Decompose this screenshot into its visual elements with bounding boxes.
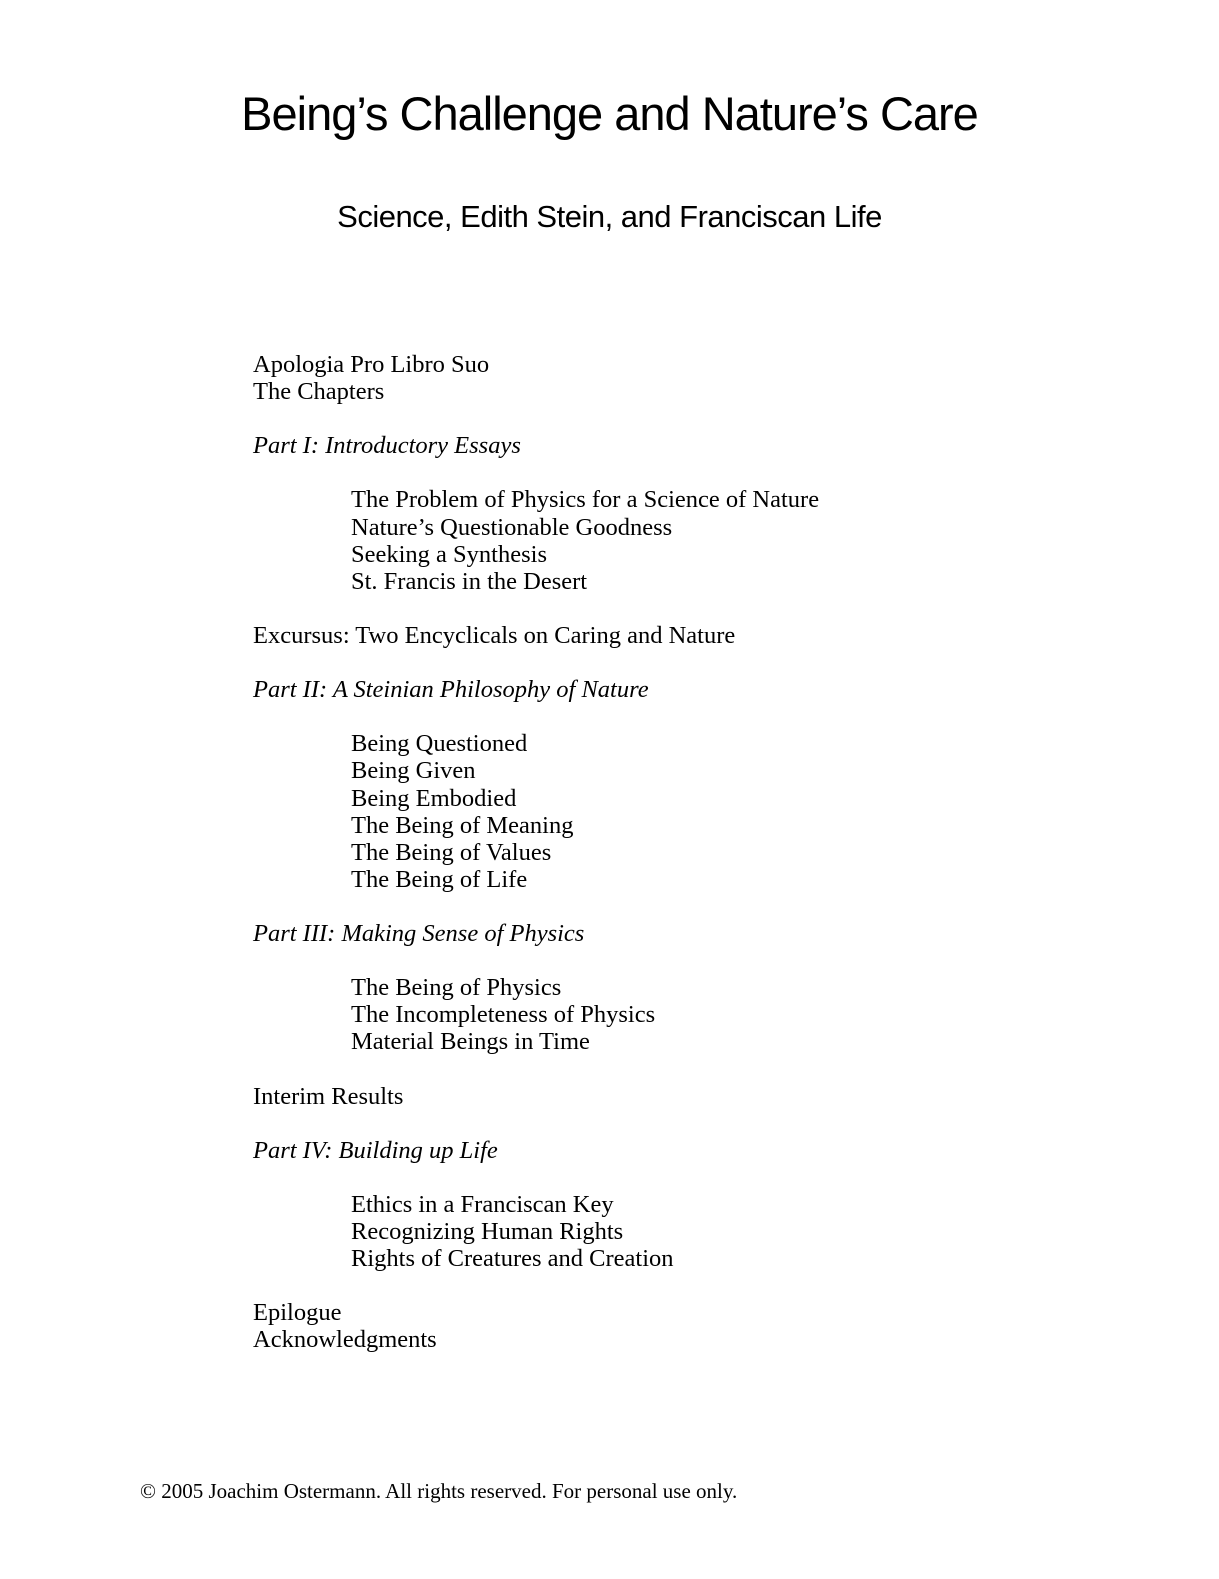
chapter-entry: Being Given <box>351 757 476 785</box>
chapter-entry: Being Questioned <box>351 730 528 758</box>
part-heading: Part I: Introductory Essays <box>253 432 521 460</box>
toc-entry: Apologia Pro Libro Suo <box>253 351 490 378</box>
spacer <box>253 1110 1053 1137</box>
spacer <box>253 1164 1053 1191</box>
spacer <box>253 1272 1053 1299</box>
chapter-entry: The Being of Life <box>351 865 528 893</box>
copyright-footer: © 2005 Joachim Ostermann. All rights reserved. For personal use only. <box>140 1479 738 1503</box>
document-subtitle: Science, Edith Stein, and Franciscan Life <box>337 199 882 234</box>
chapter-entry: Recognizing Human Rights <box>351 1218 624 1245</box>
chapter-entry: The Incompleteness of Physics <box>351 1001 656 1029</box>
chapter-entry: Ethics in a Franciscan Key <box>351 1190 614 1218</box>
chapter-entry: Seeking a Synthesis <box>351 540 547 568</box>
spacer <box>253 459 1053 486</box>
part-heading: Part IV: Building up Life <box>253 1136 498 1164</box>
toc-entry: Epilogue <box>253 1299 342 1327</box>
toc-entry: Acknowledgments <box>253 1326 437 1354</box>
chapter-entry: Material Beings in Time <box>351 1028 590 1056</box>
document-title: Being’s Challenge and Nature’s Care <box>241 87 978 140</box>
chapter-entry: The Problem of Physics for a Science of Nature <box>351 486 820 514</box>
toc-entry: The Chapters <box>253 378 385 406</box>
chapter-entry: The Being of Values <box>351 838 552 866</box>
spacer <box>253 595 1053 622</box>
chapter-entry: The Being of Physics <box>351 974 562 1002</box>
chapter-entry: Being Embodied <box>351 784 517 812</box>
chapter-entry: Nature’s Questionable Goodness <box>351 513 673 541</box>
toc-entry: Interim Results <box>253 1082 404 1110</box>
spacer <box>253 1055 1053 1082</box>
chapter-entry: Rights of Creatures and Creation <box>351 1245 674 1273</box>
part-heading: Part III: Making Sense of Physics <box>253 919 585 947</box>
table-of-contents <box>253 351 1053 1353</box>
spacer <box>253 893 1053 920</box>
spacer <box>253 405 1053 432</box>
spacer <box>253 703 1053 730</box>
spacer <box>253 649 1053 676</box>
chapter-entry: The Being of Meaning <box>351 811 574 839</box>
toc-entry: Excursus: Two Encyclicals on Caring and Nature <box>253 621 736 649</box>
part-heading: Part II: A Steinian Philosophy of Nature <box>253 676 649 704</box>
chapter-entry: St. Francis in the Desert <box>351 567 588 595</box>
spacer <box>253 947 1053 974</box>
